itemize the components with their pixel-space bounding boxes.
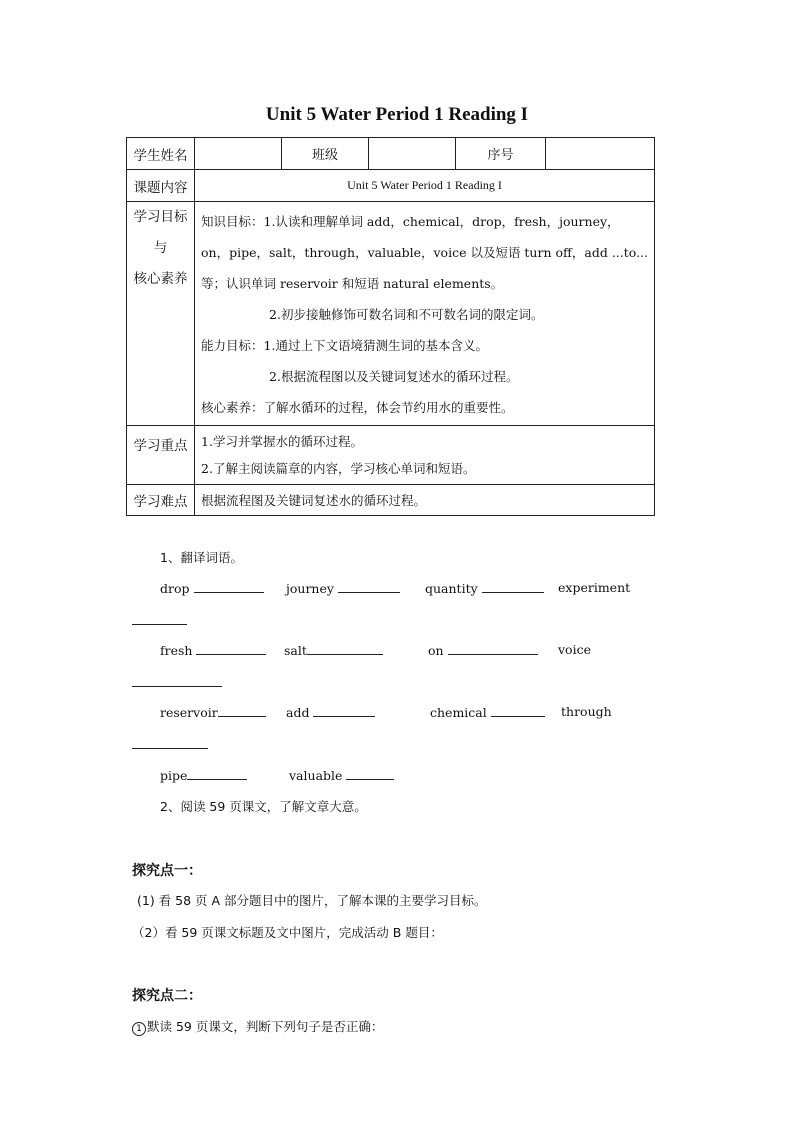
vocab-item bbox=[284, 642, 383, 658]
table-row bbox=[127, 485, 655, 516]
answer-blank[interactable] bbox=[194, 580, 264, 593]
vocab-word: valuable bbox=[289, 768, 343, 783]
info-table bbox=[126, 137, 655, 516]
explore2-heading: 探究点二： bbox=[132, 988, 202, 1004]
answer-blank[interactable] bbox=[338, 580, 400, 593]
answer-blank[interactable] bbox=[132, 612, 187, 625]
vocab-word: pipe bbox=[160, 768, 188, 783]
answer-blank[interactable] bbox=[218, 704, 266, 717]
topic-value: Unit 5 Water Period 1 Reading I bbox=[195, 170, 655, 202]
vocab-word: drop bbox=[160, 581, 190, 596]
student-name-field[interactable] bbox=[195, 138, 282, 170]
vocab-item bbox=[132, 736, 208, 752]
vocab-item bbox=[160, 767, 247, 783]
vocab-item bbox=[289, 767, 394, 783]
class-label: 班级 bbox=[282, 138, 369, 170]
vocab-item bbox=[428, 642, 538, 658]
difficulty-label: 学习难点 bbox=[127, 485, 195, 516]
explore1-item: (1) 看 58 页 A 部分题目中的图片，了解本课的主要学习目标。 bbox=[137, 893, 487, 908]
answer-blank[interactable] bbox=[196, 642, 266, 655]
vocab-word: experiment bbox=[558, 580, 631, 595]
vocab-word: fresh bbox=[160, 643, 193, 658]
vocab-item bbox=[132, 674, 222, 690]
answer-blank[interactable] bbox=[482, 580, 544, 593]
explore2-item bbox=[132, 1017, 383, 1036]
number-field[interactable] bbox=[546, 138, 655, 170]
table-row bbox=[127, 170, 655, 202]
vocab-item bbox=[286, 704, 375, 720]
goals-label bbox=[127, 202, 195, 426]
goals-line: 能力目标：1.通过上下文语境猜测生词的基本含义。 bbox=[201, 338, 488, 353]
vocab-word: journey bbox=[286, 581, 334, 596]
topic-label: 课题内容 bbox=[127, 170, 195, 202]
goals-content bbox=[195, 202, 655, 426]
answer-blank[interactable] bbox=[448, 642, 538, 655]
vocab-item bbox=[425, 580, 544, 596]
key-points-label: 学习重点 bbox=[127, 426, 195, 485]
class-field[interactable] bbox=[369, 138, 456, 170]
vocab-word: chemical bbox=[430, 705, 487, 720]
difficulty-content: 根据流程图及关键词复述水的循环过程。 bbox=[195, 485, 655, 516]
explore1-item: （2）看 59 页课文标题及文中图片，完成活动 B 题目： bbox=[132, 925, 443, 940]
vocab-word: voice bbox=[558, 642, 591, 657]
vocab-item bbox=[558, 642, 591, 657]
goals-line: 核心素养：了解水循环的过程，体会节约用水的重要性。 bbox=[201, 400, 514, 415]
key-point: 2.了解主阅读篇章的内容，学习核心单词和短语。 bbox=[201, 461, 476, 476]
vocab-word: add bbox=[286, 705, 310, 720]
page-title: Unit 5 Water Period 1 Reading I bbox=[265, 104, 529, 125]
goals-line: 知识目标：1.认读和理解单词 add，chemical，drop，fresh，journey， bbox=[201, 214, 620, 229]
key-points-content bbox=[195, 426, 655, 485]
table-row bbox=[127, 138, 655, 170]
key-point: 1.学习并掌握水的循环过程。 bbox=[201, 434, 363, 449]
goals-line: 2.初步接触修饰可数名词和不可数名词的限定词。 bbox=[269, 307, 544, 322]
vocab-item bbox=[558, 580, 630, 595]
circled-number: 1 bbox=[132, 1022, 146, 1036]
answer-blank[interactable] bbox=[313, 704, 375, 717]
goals-line: on，pipe，salt，through，valuable，voice 以及短语 turn off，add ...to... bbox=[201, 245, 648, 260]
vocab-item bbox=[160, 642, 266, 658]
vocab-item bbox=[561, 704, 612, 719]
goals-line: 2.根据流程图以及关键词复述水的循环过程。 bbox=[269, 369, 519, 384]
vocab-item bbox=[430, 704, 545, 720]
table-row bbox=[127, 426, 655, 485]
vocab-word: reservoir bbox=[160, 705, 218, 720]
vocab-word: quantity bbox=[425, 581, 478, 596]
vocab-item bbox=[160, 704, 266, 720]
goals-line: 等；认识单词 reservoir 和短语 natural elements。 bbox=[201, 276, 504, 291]
student-name-label: 学生姓名 bbox=[127, 138, 195, 170]
vocab-word: salt bbox=[284, 643, 307, 658]
vocab-item bbox=[132, 612, 187, 628]
goals-label-line: 学习目标 bbox=[133, 209, 188, 225]
answer-blank[interactable] bbox=[307, 642, 383, 655]
vocab-word: through bbox=[561, 704, 612, 719]
explore2-item-text: 默读 59 页课文，判断下列句子是否正确： bbox=[147, 1019, 384, 1034]
vocab-word: on bbox=[428, 643, 444, 658]
answer-blank[interactable] bbox=[132, 736, 208, 749]
answer-blank[interactable] bbox=[491, 704, 545, 717]
table-row bbox=[127, 202, 655, 426]
vocab-item bbox=[160, 580, 264, 596]
vocab-item bbox=[286, 580, 400, 596]
answer-blank[interactable] bbox=[187, 767, 247, 780]
goals-label-line: 核心素养 bbox=[133, 271, 188, 287]
answer-blank[interactable] bbox=[346, 767, 394, 780]
task1-heading: 1、翻译词语。 bbox=[160, 550, 243, 565]
goals-label-line: 与 bbox=[153, 240, 168, 256]
answer-blank[interactable] bbox=[132, 674, 222, 687]
number-label: 序号 bbox=[456, 138, 546, 170]
explore1-heading: 探究点一： bbox=[132, 863, 202, 879]
task2-text: 2、阅读 59 页课文，了解文章大意。 bbox=[160, 799, 367, 814]
